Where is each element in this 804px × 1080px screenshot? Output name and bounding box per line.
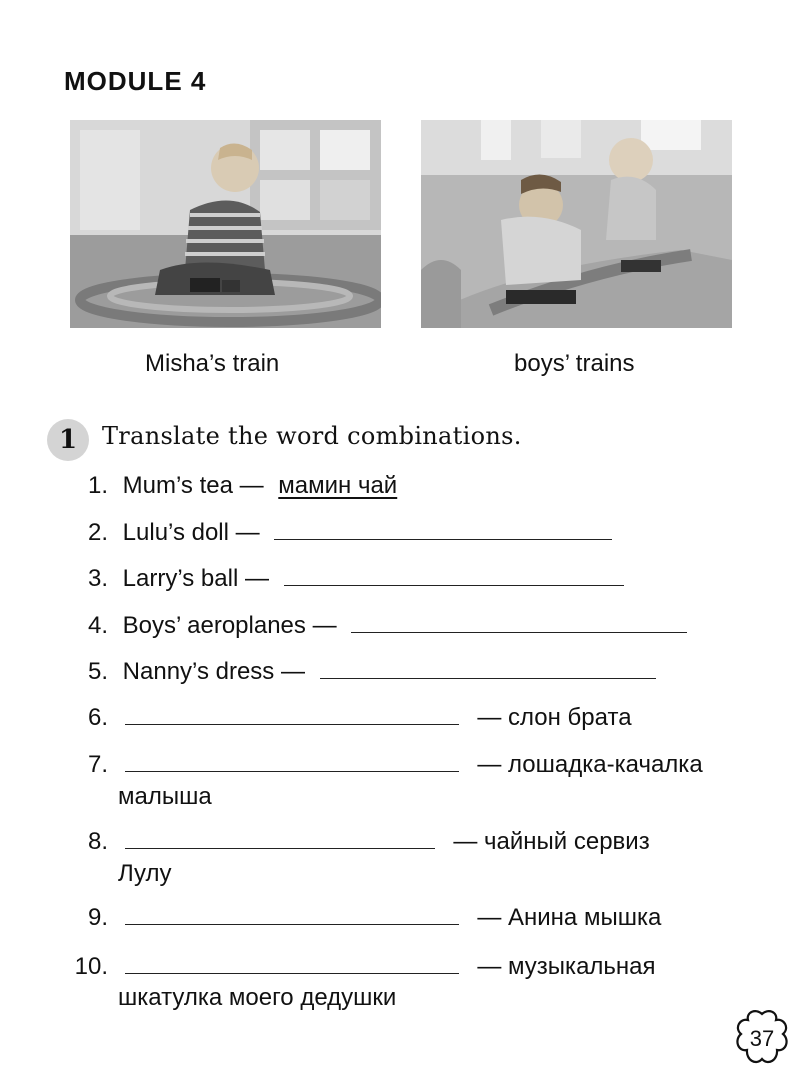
exercise-item-3: [72, 565, 624, 593]
answer-blank[interactable]: [125, 847, 435, 849]
item-prefix: Boys’ aeroplanes —: [122, 612, 337, 639]
item-8-continuation: Лулу: [118, 860, 172, 887]
page-number: 37: [749, 1026, 775, 1051]
answer-blank[interactable]: [274, 538, 612, 540]
answer-blank[interactable]: [351, 631, 687, 633]
item-prefix: Mum’s tea —: [122, 472, 264, 499]
exercise-item-7: [72, 751, 703, 779]
photo-boys-trains: [421, 120, 732, 328]
item-number: 5.: [87, 658, 108, 685]
item-7-continuation: малыша: [118, 783, 212, 810]
item-number: 9.: [87, 904, 108, 931]
item-prefix: Lulu’s doll —: [122, 519, 260, 546]
item-prefix: Larry’s ball —: [122, 565, 269, 592]
photo-misha-train: [70, 120, 381, 328]
answer-blank[interactable]: [125, 923, 459, 925]
item-number: 1.: [87, 472, 108, 499]
exercise-item-4: [72, 612, 687, 640]
item-number: 7.: [87, 751, 108, 778]
item-number: 10.: [74, 953, 108, 980]
item-suffix: — лошадка-качалка: [477, 751, 703, 778]
item-suffix: — чайный сервиз: [453, 828, 650, 855]
exercise-item-8: [72, 828, 650, 856]
item-answer: мамин чай: [278, 472, 398, 499]
item-number: 8.: [87, 828, 108, 855]
answer-blank[interactable]: [125, 972, 459, 974]
item-number: 3.: [87, 565, 108, 592]
item-number: 6.: [87, 704, 108, 731]
item-suffix: — Анина мышка: [477, 904, 662, 931]
exercise-number-badge: 1: [47, 419, 89, 461]
item-suffix: — слон брата: [477, 704, 632, 731]
exercise-item-10: [72, 953, 656, 981]
item-number: 2.: [87, 519, 108, 546]
answer-blank[interactable]: [284, 584, 624, 586]
exercise-item-5: [72, 658, 656, 686]
exercise-item-2: [72, 519, 612, 547]
answer-blank[interactable]: [320, 677, 656, 679]
answer-blank[interactable]: [125, 723, 459, 725]
photo-caption-2: boys’ trains: [514, 350, 635, 377]
module-title: MODULE 4: [64, 66, 207, 96]
exercise-instruction: Translate the word combinations.: [102, 422, 522, 450]
photo-caption-1: Misha’s train: [145, 350, 280, 377]
page-number-badge: [730, 1006, 794, 1070]
exercise-item-6: [72, 704, 632, 732]
item-prefix: Nanny’s dress —: [122, 658, 305, 685]
item-suffix: — музыкальная: [477, 953, 656, 980]
exercise-item-1: [72, 472, 397, 500]
item-number: 4.: [87, 612, 108, 639]
flower-icon: [730, 1006, 794, 1070]
exercise-item-9: [72, 904, 661, 932]
item-10-continuation: шкатулка моего дедушки: [118, 984, 397, 1011]
answer-blank[interactable]: [125, 770, 459, 772]
